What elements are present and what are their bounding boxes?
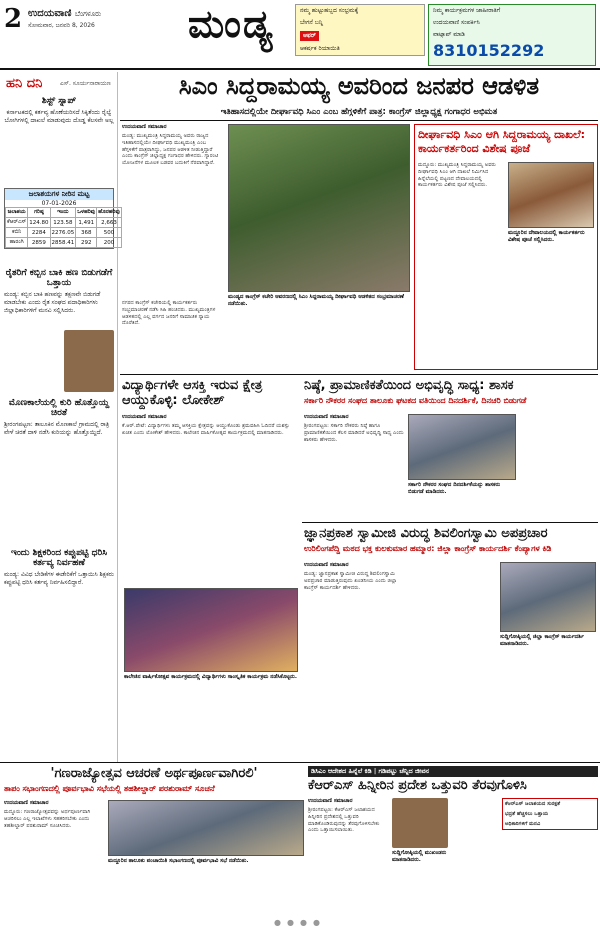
divider	[302, 522, 598, 523]
side-headline: ದೀರ್ಘಾವಧಿ ಸಿಎಂ ಆಗಿ ಸಿದ್ದರಾಮಯ್ಯ ದಾಖಲೆ: ಕಾರ್ಯಕರ್ತರಿಂದ ವಿಶೇಷ ಪೂಜೆ	[418, 128, 586, 155]
advertisement-box	[428, 4, 596, 66]
ad-line: ವಾಟ್ಸಾಪ್ ಮಾಡಿ	[433, 31, 465, 38]
left-item-4	[4, 548, 114, 587]
registration-marks: ●●●●	[274, 918, 326, 927]
story2-photo	[124, 588, 298, 672]
paper-name	[28, 8, 101, 19]
table-cell: 2858.41	[51, 239, 75, 246]
left-item-text: ಮಂಡ್ಯ: ಕಬ್ಬಿನ ಬಾಕಿ ಹಣವನ್ನು ತಕ್ಷಣವೇ ಬಿಡುಗಡೆ ಮಾಡಬೇಕು ಎಂದು ರೈತ ಸಂಘದ ಪದಾಧಿಕಾರಿಗಳು ಜಿಲ್ಲಾಧಿಕಾರಿಗಳಿಗೆ ಮನವಿ ಸಲ್ಲಿಸಿದರು.	[4, 291, 101, 314]
divider	[120, 374, 598, 375]
photo-caption: ಸುದ್ದಿಗೋಷ್ಠಿಯಲ್ಲಿ ಜಿಲ್ಲಾ ಕಾಂಗ್ರೆಸ್ ಕಾರ್ಯದರ್ಶಿ ಮಾತನಾಡಿದರು.	[500, 634, 584, 647]
ad-line: ಆಕರ್ಷಕ ರಿಯಾಯಿತಿ	[300, 45, 340, 52]
section-title: ಮಂಡ್ಯ	[188, 2, 275, 46]
table-cell: 124.80	[29, 219, 49, 226]
table-cell: ಹಾರಂಗಿ	[6, 238, 28, 248]
table-header: ಹೊರಹರಿವು	[97, 208, 122, 218]
byline: ಉದಯವಾಣಿ ಸಮಾಚಾರ	[304, 562, 349, 568]
table-row	[6, 228, 122, 238]
left-item-heading: ಇಂದು ಶಿಕ್ಷಕರಿಂದ ಕಪ್ಪುಪಟ್ಟಿ ಧರಿಸಿ ಕರ್ತವ್ಯ ನಿರ್ವಹಣೆ	[10, 548, 108, 568]
ad-line: ನಮ್ಮ ಹುಟ್ಟುಹಬ್ಬದ ಸಂಭ್ರಮಕ್ಕೆ	[300, 7, 359, 14]
edition-label: ಬೆಂಗಳೂರು	[74, 10, 102, 18]
photo-caption: ಸುದ್ದಿಗೋಷ್ಠಿಯಲ್ಲಿ ಮುಖಂಡರು ಮಾತನಾಡಿದರು.	[392, 850, 447, 863]
story6-headline: ಕೆಆರ್‌ಎಸ್ ಹಿನ್ನೀರಿನ ಪ್ರದೇಶ ಒತ್ತುವರಿ ತೆರವುಗೊಳಿಸಿ	[308, 778, 527, 793]
ad-line: ನಿಮ್ಮ ಕಾರ್ಯಕ್ರಮಗಳ ಜಾಹೀರಾತಿಗೆ	[433, 7, 501, 14]
column-author: ಎಸ್. ಸೂರ್ಯನಾರಾಯಣ	[60, 80, 111, 87]
story6-text	[308, 798, 388, 834]
left-item-text: ಕರ್ನಾಟಕದಲ್ಲಿ ಕರ್ತವ್ಯ ಹೊಣೆಯರಿಸದೆ ಸಿಕ್ಕಿತೆಂದು ರೈಲ್ವೆ ಬೋಗಿಗಳಲ್ಲಿ ದಾಖಲೆ ಮಾಡುವುದು ದೊಡ್ಡ ಕೆಲಸವೇ ಅಲ್ಲ	[4, 109, 114, 124]
ad-phone-number: 8310152292	[433, 41, 545, 60]
article-body: ಕೆ.ಆರ್.ಪೇಟೆ: ವಿದ್ಯಾರ್ಥಿಗಳು ತಮ್ಮ ಆಸಕ್ತಿಯ ಕ್ಷೇತ್ರವನ್ನು ಆಯ್ದುಕೊಂಡು ಶ್ರಮವಹಿಸಿ ಓದಿದರೆ ಯಶಸ್ಸು ಖಚಿತ ಎಂದು ಲೋಕೇಶ್ ಹೇಳಿದರು. ಕಾಲೇಜಿನ ವಾರ್ಷಿಕೋತ್ಸವ ಕಾರ್ಯಕ್ರಮದಲ್ಲಿ ಮಾತನಾಡಿದರು.	[122, 423, 290, 436]
table-cell: 200	[97, 238, 122, 248]
article-body: ಶ್ರೀರಂಗಪಟ್ಟಣ: ಸರ್ಕಾರಿ ನೌಕರರು ನಿಷ್ಠೆ ಹಾಗೂ ಪ್ರಾಮಾಣಿಕತೆಯಿಂದ ಕೆಲಸ ಮಾಡಿದರೆ ಅಭಿವೃದ್ಧಿ ಸಾಧ್ಯ ಎಂದು ಶಾಸಕರು ಹೇಳಿದರು.	[304, 423, 404, 443]
main-headline: ಸಿಎಂ ಸಿದ್ದರಾಮಯ್ಯ ಅವರಿಂದ ಜನಪರ ಆಡಳಿತ	[178, 72, 540, 100]
list-item: ಅಧಿಕಾರಿಗಳಿಗೆ ಮನವಿ	[505, 820, 541, 827]
story5-photo	[108, 800, 304, 856]
table-cell: 2,663	[97, 218, 122, 228]
dateline: ಸೋಮವಾರ, ಜನವರಿ 8, 2026	[28, 22, 95, 29]
table-cell: ಕಬಿನಿ	[6, 228, 28, 238]
table-row	[6, 218, 122, 228]
main-story-col1b	[122, 300, 222, 327]
left-item-heading: ಶಿಸ್ಟ್ ಸ್ನಾಪ್	[41, 96, 77, 106]
column-logo: ಹನಿ ದನಿ	[6, 76, 43, 91]
paper-name-text: ಉದಯವಾಣಿ	[28, 8, 72, 19]
table-cell: 1,491	[76, 218, 97, 228]
story5-headline: 'ಗಣರಾಜ್ಯೋತ್ಸವ ಆಚರಣೆ ಅರ್ಥಪೂರ್ಣವಾಗಿರಲಿ'	[50, 766, 258, 781]
story4-photo	[500, 562, 596, 632]
byline: ಉದಯವಾಣಿ ಸಮಾಚಾರ	[122, 124, 167, 130]
story3-text	[304, 414, 404, 443]
main-story-col1	[122, 124, 222, 167]
table-cell: 368	[76, 228, 97, 238]
story6-kicker: ಡಿಸಿಎಂ ಆದೇಶದ ಹಿನ್ನೆಲೆ ಕಿಡಿ | ಗಡಿಪಟ್ಟು ಚೆನ್ನಿದ ಜೀವನ	[308, 766, 598, 777]
table-row	[6, 238, 122, 248]
article-body: ಮಂಡ್ಯ: ಮುಖ್ಯಮಂತ್ರಿ ಸಿದ್ದರಾಮಯ್ಯ ಅವರು ರಾಜ್ಯದ ಇತಿಹಾಸದಲ್ಲಿಯೇ ದೀರ್ಘಾವಧಿ ಮುಖ್ಯಮಂತ್ರಿ ಎಂಬ ಹೆಗ್ಗಳಿಕೆಗೆ ಪಾತ್ರರಾಗಿದ್ದು, ಜನಪರ ಆಡಳಿತ ನೀಡುತ್ತಿದ್ದಾರೆ ಎಂದು ಕಾಂಗ್ರೆಸ್ ಜಿಲ್ಲಾಧ್ಯಕ್ಷ ಗಂಗಾಧರ ಹೇಳಿದರು. ಗ್ಯಾರಂಟಿ ಯೋಜನೆಗಳ ಮೂಲಕ ಬಡವರ ಬದುಕಿಗೆ ನೆರವಾಗಿದ್ದಾರೆ.	[122, 133, 219, 167]
lead-photo	[228, 124, 410, 292]
story2-headline: ವಿದ್ಯಾರ್ಥಿಗಳೇ ಆಸಕ್ತಿ ಇರುವ ಕ್ಷೇತ್ರ ಆಯ್ದುಕೊಳ್ಳಿ: ಲೋಕೇಶ್	[122, 378, 263, 408]
article-body: ಮದ್ದೂರು: ಗಣರಾಜ್ಯೋತ್ಸವವನ್ನು ಅರ್ಥಪೂರ್ಣವಾಗಿ ಆಚರಿಸಲು ಎಲ್ಲ ಇಲಾಖೆಗಳು ಸಹಕರಿಸಬೇಕು ಎಂದು ತಹಶೀಲ್ದಾರ್ ಪರಶುರಾಮ್ ಸೂಚಿಸಿದರು.	[4, 809, 91, 829]
list-item: ಕೆಆರ್‌ಎಸ್ ಜಲಾಶಯದ ಸುರಕ್ಷತೆ	[505, 801, 561, 807]
story5-subhead: ತಾಪಂ ಸಭಾಂಗಣದಲ್ಲಿ ಪೂರ್ವಭಾವಿ ಸಭೆಯಲ್ಲಿ ತಹಶೀಲ್ದಾರ್ ಪರಶುರಾಮ್ ಸೂಚನೆ	[4, 784, 215, 793]
table-cell: 123.58	[50, 218, 76, 228]
byline: ಉದಯವಾಣಿ ಸಮಾಚಾರ	[304, 414, 349, 420]
side-photo	[508, 162, 594, 228]
page-number: 2	[4, 4, 23, 34]
table-cell: 2284	[28, 228, 50, 238]
table-cell: 2859	[28, 238, 50, 248]
table-cell: 500	[97, 228, 122, 238]
byline: ಉದಯವಾಣಿ ಸಮಾಚಾರ	[308, 798, 353, 804]
story3-subhead: ಸರ್ಕಾರಿ ನೌಕರರ ಸಂಘದ ತಾಲೂಕು ಘಟಕದ ವತಿಯಿಂದ ದಿನದರ್ಶಿಕೆ, ದಿನಚರಿ ಬಿಡುಗಡೆ	[304, 396, 527, 405]
article-body: ಮದ್ದೂರು: ಮುಖ್ಯಮಂತ್ರಿ ಸಿದ್ದರಾಮಯ್ಯ ಅವರು ದೀರ್ಘಾವಧಿ ಸಿಎಂ ಆಗಿ ದಾಖಲೆ ನಿರ್ಮಿಸಿದ ಹಿನ್ನೆಲೆಯಲ್ಲಿ ಪಟ್ಟಣದ ದೇವಾಲಯದಲ್ಲಿ ಕಾರ್ಯಕರ್ತರು ವಿಶೇಷ ಪೂಜೆ ಸಲ್ಲಿಸಿದರು.	[418, 162, 496, 189]
table-title: ಜಲಾಶಯಗಳ ನೀರಿನ ಮಟ್ಟ	[5, 189, 113, 200]
byline: ಉದಯವಾಣಿ ಸಮಾಚಾರ	[122, 414, 167, 420]
left-item-heading: ರೈತರಿಗೆ ಕಬ್ಬಿನ ಬಾಕಿ ಹಣ ಬಿಡುಗಡೆಗೆ ಒತ್ತಾಯ	[5, 268, 113, 288]
byline: ಉದಯವಾಣಿ ಸಮಾಚಾರ	[4, 800, 49, 806]
story4-headline: ಜ್ಞಾನಪ್ರಕಾಶ ಸ್ವಾಮೀಜಿ ವಿರುದ್ಧ ಶಿವಲಿಂಗಸ್ವಾಮಿ ಅಪಪ್ರಚಾರ	[304, 526, 548, 541]
story4-text	[304, 562, 400, 591]
left-item-heading: ಮೊಣಕಾಲೆಯಲ್ಲಿ ಕುರಿ ಹೊತ್ತೊಯ್ದ ಚಿರತೆ	[8, 398, 110, 418]
left-item-text: ಮಂಡ್ಯ: ವಿವಿಧ ಬೇಡಿಕೆಗಳ ಈಡೇರಿಕೆಗೆ ಒತ್ತಾಯಿಸಿ ಶಿಕ್ಷಕರು ಕಪ್ಪುಪಟ್ಟಿ ಧರಿಸಿ ಕರ್ತವ್ಯ ನಿರ್ವಹಿಸಲಿದ್ದಾರೆ.	[4, 571, 114, 586]
left-item-2	[4, 268, 114, 315]
table-cell: ಕೆಆರ್‌ಎಸ್	[6, 218, 28, 228]
table-header: ಗರಿಷ್ಠ	[28, 208, 50, 218]
table-header: ಇಂದು	[50, 208, 76, 218]
photo-caption: ಮದ್ದೂರಿನ ದೇವಾಲಯದಲ್ಲಿ ಕಾರ್ಯಕರ್ತರು ವಿಶೇಷ ಪೂಜೆ ಸಲ್ಲಿಸಿದರು.	[508, 230, 585, 243]
ad-line: ಉದಯವಾಣಿ ಸಂಪರ್ಕಿಸಿ	[433, 19, 480, 26]
left-item-3	[4, 398, 114, 437]
person-photo	[64, 330, 114, 392]
article-body: ಮಂಡ್ಯ: ಜ್ಞಾನಪ್ರಕಾಶ ಸ್ವಾಮೀಜಿ ವಿರುದ್ಧ ಶಿವಲಿಂಗಸ್ವಾಮಿ ಅಪಪ್ರಚಾರ ಮಾಡುತ್ತಿರುವುದು ಖಂಡನೀಯ ಎಂದು ಜಿಲ್ಲಾ ಕಾಂಗ್ರೆಸ್ ಕಾರ್ಯದರ್ಶಿ ಹೇಳಿದರು.	[304, 571, 397, 591]
photo-caption: ಮದ್ದೂರಿನ ತಾಲೂಕು ಪಂಚಾಯಿತಿ ಸಭಾಂಗಣದಲ್ಲಿ ಪೂರ್ವಭಾವಿ ಸಭೆ ನಡೆಯಿತು.	[108, 858, 249, 864]
reservoir-table	[4, 188, 120, 249]
table-header: ಜಲಾಶಯ	[6, 208, 28, 218]
photo-caption: ಸರ್ಕಾರಿ ನೌಕರರ ಸಂಘದ ದಿನದರ್ಶಿಕೆಯನ್ನು ಶಾಸಕರು ಬಿಡುಗಡೆ ಮಾಡಿದರು.	[408, 482, 501, 495]
photo-caption: ಕಾಲೇಜಿನ ವಾರ್ಷಿಕೋತ್ಸವ ಕಾರ್ಯಕ್ರಮದಲ್ಲಿ ವಿದ್ಯಾರ್ಥಿಗಳು ಸಾಂಸ್ಕೃತಿಕ ಕಾರ್ಯಕ್ರಮ ನಡೆಸಿಕೊಟ್ಟರು.	[124, 674, 297, 680]
divider	[0, 762, 600, 763]
table-header: ಒಳಹರಿವು	[76, 208, 97, 218]
story6-side-points	[502, 798, 598, 830]
article-body: ನಗರದ ಕಾಂಗ್ರೆಸ್ ಕಚೇರಿಯಲ್ಲಿ ಕಾರ್ಯಕರ್ತರು ಸಂಭ್ರಮಾಚರಣೆ ನಡೆಸಿ ಸಿಹಿ ಹಂಚಿದರು. ಮುಖ್ಯಮಂತ್ರಿಗಳ ಆಡಳಿತದಲ್ಲಿ ಎಲ್ಲ ವರ್ಗದ ಜನರಿಗೆ ಸಾಮಾಜಿಕ ನ್ಯಾಯ ದೊರೆತಿದೆ.	[122, 300, 216, 327]
main-subhead: ಇತಿಹಾಸದಲ್ಲಿಯೇ ದೀರ್ಘಾವಧಿ ಸಿಎಂ ಎಂಬ ಹೆಗ್ಗಳಿಕೆಗೆ ಪಾತ್ರ: ಕಾಂಗ್ರೆಸ್ ಜಿಲ್ಲಾಧ್ಯಕ್ಷ ಗಂಗಾಧರ ಅಭಿಮತ	[220, 107, 498, 117]
table-cell: 292	[76, 238, 97, 248]
story3-headline: ನಿಷ್ಠೆ, ಪ್ರಾಮಾಣಿಕತೆಯಿಂದ ಅಭಿವೃದ್ಧಿ ಸಾಧ್ಯ: ಶಾಸಕ	[304, 378, 514, 393]
list-item: ಭದ್ರತೆ ಹೆಚ್ಚಿಸಲು ಒತ್ತಾಯ	[505, 810, 549, 817]
person-photo	[392, 798, 448, 848]
side-story-box	[414, 124, 598, 370]
story5-text	[4, 800, 104, 829]
story2-text	[122, 414, 300, 437]
table-cell: 2276.05	[51, 229, 75, 236]
divider	[120, 120, 598, 121]
ad-line: ಬೇಗನೆ ಬನ್ನಿ	[300, 19, 324, 26]
table-date: 07-01-2026	[41, 200, 77, 207]
article-body: ಶ್ರೀರಂಗಪಟ್ಟಣ: ಕೆಆರ್‌ಎಸ್ ಜಲಾಶಯದ ಹಿನ್ನೀರಿನ ಪ್ರದೇಶದಲ್ಲಿ ಒತ್ತುವರಿ ಮಾಡಿಕೊಂಡಿರುವುದನ್ನು ತೆರವುಗೊಳಿಸಬೇಕು ಎಂದು ಒತ್ತಾಯಿಸಲಾಯಿತು.	[308, 807, 380, 834]
story4-subhead: ಉರಿಲಿಂಗಪೆದ್ದಿ ಮಠದ ಭಕ್ತ ಕುಲಕುಮಾರ ಹಮ್ಮಾರ: ಜಿಲ್ಲಾ ಕಾಂಗ್ರೆಸ್ ಕಾರ್ಯದರ್ಶಿ ಕೆಂಪ್ಯಾಗಳ ಕಿಡಿ	[304, 544, 552, 553]
story3-photo	[408, 414, 516, 480]
photo-caption: ಮಂಡ್ಯದ ಕಾಂಗ್ರೆಸ್ ಕಚೇರಿ ಆವರಣದಲ್ಲಿ ಸಿಎಂ ಸಿದ್ದರಾಮಯ್ಯ ದೀರ್ಘಾವಧಿ ಆಡಳಿತದ ಸಂಭ್ರಮಾಚರಣೆ ನಡೆಯಿತು.	[228, 294, 404, 307]
advertisement-box	[295, 4, 425, 56]
left-item-text: ಶ್ರೀರಂಗಪಟ್ಟಣ: ತಾಲೂಕಿನ ಮೊಣಕಾಲೆ ಗ್ರಾಮದಲ್ಲಿ ರಾತ್ರಿ ವೇಳೆ ಚಿರತೆ ದಾಳಿ ನಡೆಸಿ ಕುರಿಯನ್ನು ಹೊತ್ತೊಯ್ದಿದೆ.	[4, 421, 110, 436]
side-story-text	[418, 162, 504, 189]
left-item-1	[4, 96, 114, 125]
ad-badge: ಆಫರ್	[300, 31, 319, 41]
